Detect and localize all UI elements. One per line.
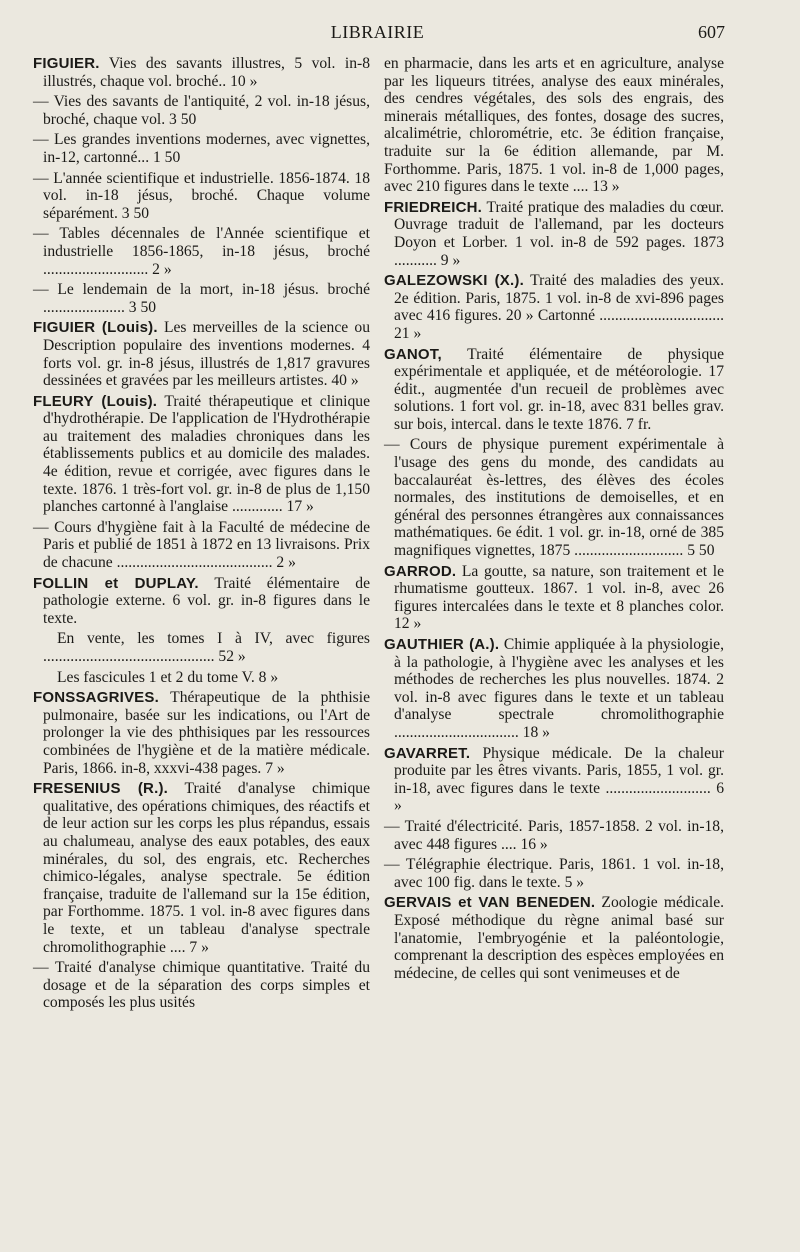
- catalogue-subentry: — Cours de physique purement expérimentale à l'usage des gens du monde, des candidats au baccalauréat ès-lettres, des élèves des écoles normales, des institutions de demoiselles, et en général des personnes étrangères aux connaissances mathématiques. 6e édit. 1 vol. gr. in-18, orné de 385 magnifiques vignettes, 1875 ............................ 5 50: [384, 436, 724, 560]
- entry-text: Traité thérapeutique et clinique d'hydrothérapie. De l'application de l'Hydrothérapie au traitement des maladies chroniques dans les établissements publics et au domicile des malades. 4e édition, revue et corrigée, avec figures dans le texte. 1876. 1 très-fort vol. gr. in-8 de plus de 1,150 planches cartonné à l'anglaise ............. 17 »: [43, 392, 371, 516]
- entry-author: FLEURY (Louis).: [33, 392, 158, 410]
- right-column: [384, 55, 724, 985]
- entry-text: Physique médicale. De la chaleur produite par les êtres vivants. Paris, 1855, 1 vol. gr. in-18, avec figures dans le texte ........................... 6 »: [394, 744, 724, 815]
- entry-author: FONSSAGRIVES.: [33, 689, 159, 707]
- catalogue-entry: [33, 780, 370, 956]
- left-column: [33, 55, 370, 1015]
- entry-text: Les merveilles de la science ou Description populaire des inventions modernes. 4 forts vol. gr. in-8 jésus, illustrés de 1,817 gravures dessinées et gravées par les meilleurs artistes. 40 »: [43, 319, 371, 390]
- entry-author: FIGUIER (Louis).: [33, 319, 158, 337]
- catalogue-entry: [33, 575, 370, 628]
- entry-author: FRESENIUS (R.).: [33, 780, 169, 798]
- catalogue-subentry: — Traité d'analyse chimique quantitative. Traité du dosage et de la séparation des corps simples et composés les plus usités: [33, 959, 370, 1012]
- entry-text: Traité élémentaire de pathologie externe. 6 vol. gr. in-8 figures dans le texte.: [43, 574, 370, 627]
- catalogue-subentry: — Vies des savants de l'antiquité, 2 vol. in-18 jésus, broché, chaque vol. 3 50: [33, 93, 370, 128]
- catalogue-entry: [33, 393, 370, 516]
- catalogue-subentry: — Traité d'électricité. Paris, 1857-1858. 2 vol. in-18, avec 448 figures .... 16 »: [384, 817, 724, 853]
- entry-text: Chimie appliquée à la physiologie, à la pathologie, à l'hygiène avec les analyses et les méthodes de recherches les plus nouvelles. 1874. 2 vol. in-8 avec figures dans le texte et un tableau d'analyse spectrale chromolithographie ................................ 18 »: [394, 636, 724, 741]
- catalogue-entry: [384, 199, 724, 269]
- catalogue-subentry: — Tables décennales de l'Année scientifique et industrielle 1856-1865, in-18 jésus, broché ........................... 2 »: [33, 225, 370, 278]
- entry-author: GANOT,: [384, 345, 442, 363]
- entry-text: Traité des maladies des yeux. 2e édition. Paris, 1875. 1 vol. in-8 de xvi-896 pages avec 416 figures. 20 » Cartonné ................................ 21 »: [394, 272, 725, 342]
- catalogue-subentry: — Cours d'hygiène fait à la Faculté de médecine de Paris et publié de 1851 à 1872 en 13 livraisons. Prix de chacune ........................................ 2 »: [33, 518, 370, 572]
- entry-text: Traité d'analyse chimique qualitative, des opérations chimiques, des réactifs et de leur action sur les corps les plus répandus, essais au chalumeau, analyse des eaux potables, des eaux minérales, du sol, des engrais, etc. Recherches chimico-légales, analyse spectrale. 5e édition française, traduite de l'allemand sur la 15e édition, par Forthomme. 1875. 1 vol. in-8 avec figures dans le texte, et un tableau d'analyse spectrale chromolithographie .... 7 »: [43, 780, 370, 956]
- catalogue-subentry: — Télégraphie électrique. Paris, 1861. 1 vol. in-18, avec 100 fig. dans le texte. 5 »: [384, 856, 724, 891]
- entry-author: FIGUIER.: [33, 55, 100, 72]
- catalogue-entry: [384, 563, 724, 633]
- catalogue-entry: [33, 55, 370, 90]
- catalogue-entry: [33, 319, 370, 389]
- entry-text: Traité pratique des maladies du cœur. Ouvrage traduit de l'allemand, par les docteurs Doyon et Lorber. 1 vol. in-8 de 592 pages. 1873 ........... 9 »: [394, 198, 724, 269]
- entry-text: Vies des savants illustres, 5 vol. in-8 illustrés, chaque vol. broché.. 10 »: [43, 55, 371, 90]
- catalogue-entry: [384, 346, 724, 434]
- catalogue-entry: [384, 745, 724, 815]
- catalogue-entry: [384, 636, 724, 742]
- entry-text: Traité élémentaire de physique expérimentale et appliquée, et de météorologie. 17 édit., augmentée d'un recueil de problèmes avec solutions. 1 fort vol. gr. in-18, avec 831 belles grav. sur bois, intercal. dans le texte 1876. 7 fr.: [394, 345, 724, 433]
- catalogue-subentry: — Le lendemain de la mort, in-18 jésus. broché ..................... 3 50: [33, 281, 370, 316]
- catalogue-entry: [33, 689, 370, 777]
- entry-author: FOLLIN et DUPLAY.: [33, 574, 199, 592]
- entry-continuation: en pharmacie, dans les arts et en agriculture, analyse par les liqueurs titrées, analyse des eaux minérales, des cendres végétales, des sols des engrais, des minerais métalliques, des fontes, dosage des sucres, alcalimétrie, chlorométrie, etc. 3e édition française, traduite sur la 6e édition allemande, par M. Forthomme. Paris, 1875. 1 vol. in-8 de 1,000 pages, avec 210 figures dans le texte .... 13 »: [384, 55, 724, 196]
- entry-author: GAUTHIER (A.).: [384, 636, 500, 653]
- entry-author: GAVARRET.: [384, 744, 471, 762]
- entry-author: GARROD.: [384, 562, 457, 580]
- page-header: [30, 22, 725, 48]
- entry-author: GALEZOWSKI (X.).: [384, 272, 524, 290]
- entry-text: La goutte, sa nature, son traitement et le rhumatisme goutteux. 1867. 1 vol. in-8, avec 26 figures intercalées dans le texte et 8 planches color. 12 »: [394, 562, 724, 633]
- entry-text: Zoologie médicale. Exposé méthodique du règne animal basé sur l'anatomie, l'embryogénie et la paléontologie, comprenant la description des espèces employées en médecine, de celles qui sont venimeuses et de: [394, 894, 725, 982]
- catalogue-subentry: En vente, les tomes I à IV, avec figures ............................................ 52 »: [43, 630, 370, 665]
- catalogue-entry: [384, 272, 724, 342]
- entry-author: GERVAIS et VAN BENEDEN.: [384, 894, 596, 912]
- entry-author: FRIEDREICH.: [384, 198, 483, 216]
- entry-text: Thérapeutique de la phthisie pulmonaire, basée sur les indications, ou l'Art de prolonger la vie des phthisiques par les ressources combinées de l'hygiène et de la matière médicale. Paris, 1866. in-8, xxxvi-438 pages. 7 »: [43, 689, 370, 777]
- page-number: 607: [698, 22, 725, 42]
- catalogue-subentry: — Les grandes inventions modernes, avec vignettes, in-12, cartonné... 1 50: [33, 131, 370, 166]
- catalogue-entry: [384, 894, 724, 982]
- catalogue-subentry: Les fascicules 1 et 2 du tome V. 8 »: [57, 668, 279, 686]
- running-title: LIBRAIRIE: [330, 22, 425, 42]
- catalogue-subentry: — L'année scientifique et industrielle. 1856-1874. 18 vol. in-18 jésus, broché. Chaque volume séparément. 3 50: [33, 169, 370, 222]
